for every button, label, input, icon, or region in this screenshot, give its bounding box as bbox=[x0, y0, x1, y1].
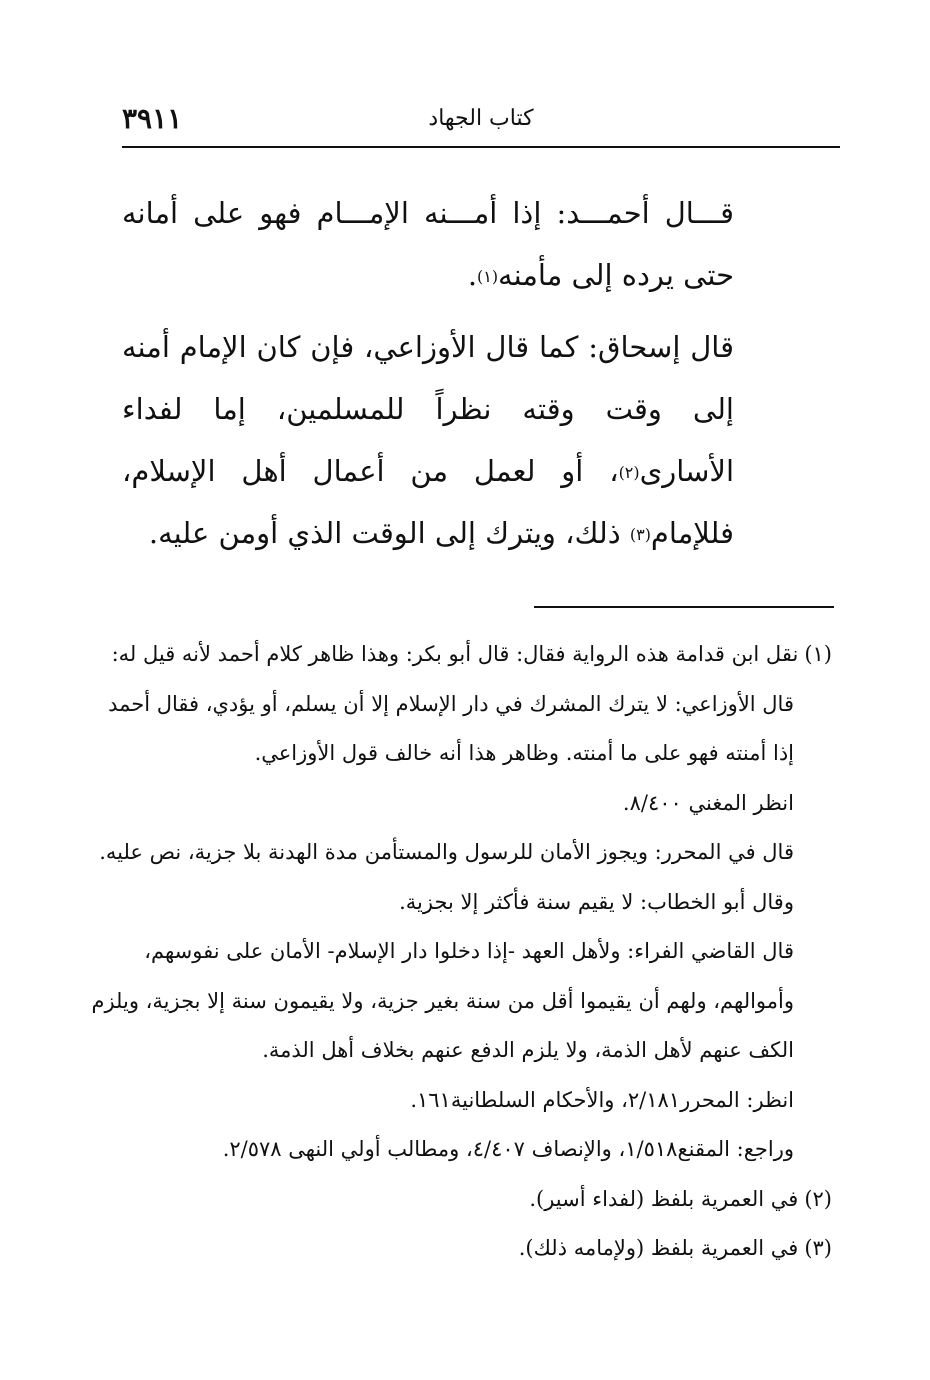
footnote-marker-1: (١) bbox=[477, 266, 499, 286]
footnote-number: (١) bbox=[804, 642, 832, 666]
footnote-1-line bbox=[116, 878, 832, 928]
footnote-text: وقال أبو الخطاب: لا يقيم سنة فأكثر إلا بجزية. bbox=[399, 889, 794, 914]
main-text bbox=[122, 182, 734, 574]
footnote-1-line bbox=[111, 630, 832, 680]
footnote-text: قال في المحرر: ويجوز الأمان للرسول والمستأمن مدة الهدنة بلا جزية، نص عليه. bbox=[99, 840, 794, 864]
running-title: كتاب الجهاد bbox=[428, 106, 534, 131]
footnote-text: وأموالهم، ولهم أن يقيموا أقل من سنة بغير جزية، ولا يقيمون سنة إلا بجزية، ويلزم bbox=[91, 988, 794, 1013]
footnote-marker-2: (٢) bbox=[618, 462, 640, 482]
footnote-1-line bbox=[116, 927, 832, 977]
paragraph-text: ذلك، ويترك إلى الوقت الذي أومن عليه. bbox=[148, 516, 630, 550]
footnote-text: في العمرية بلفظ (لفداء أسير). bbox=[529, 1186, 799, 1211]
footnote-1-line bbox=[116, 729, 832, 779]
footnote-text: وراجع: المقنع١/٥١٨، والإنصاف ٤/٤٠٧، ومطالب أولي النهى ٢/٥٧٨. bbox=[222, 1137, 794, 1161]
footnote-number: (٣) bbox=[804, 1236, 832, 1260]
footnote-text: انظر: المحرر٢/١٨١، والأحكام السلطانية١٦١. bbox=[410, 1087, 794, 1112]
paragraph-ahmad bbox=[122, 182, 734, 306]
page-header bbox=[122, 100, 840, 148]
footnote-marker-3: (٣) bbox=[629, 524, 651, 544]
footnote-1-line bbox=[108, 680, 832, 730]
footnote-text: إذا أمنته فهو على ما أمنته. وظاهر هذا أنه خالف قول الأوزاعي. bbox=[254, 741, 794, 765]
footnote-text: قال الأوزاعي: لا يترك المشرك في دار الإسلام إلا أن يسلم، أو يؤدي، فقال أحمد bbox=[108, 691, 794, 716]
page-number: ٣٩١١ bbox=[122, 102, 183, 135]
footnote-1-line bbox=[116, 1026, 832, 1076]
footnote-3-line bbox=[116, 1224, 832, 1274]
paragraph-text: ، أو لعمل من أعمال أهل الإسلام، فللإمام bbox=[122, 454, 734, 550]
paragraph-ishaq bbox=[122, 316, 734, 564]
footnote-text: قال القاضي الفراء: ولأهل العهد -إذا دخلوا دار الإسلام- الأمان على نفوسهم، bbox=[144, 939, 794, 963]
footnote-1-line bbox=[116, 779, 832, 829]
paragraph-text: قال إسحاق: كما قال الأوزاعي، فإن كان الإمام أمنه إلى وقت وقته نظراً للمسلمين، إما لفداء الأسارى bbox=[122, 330, 734, 488]
paragraph-end: . bbox=[467, 258, 478, 292]
footnotes bbox=[91, 630, 832, 1274]
footnote-1-line bbox=[91, 977, 832, 1027]
footnote-1-line bbox=[99, 828, 832, 878]
footnote-number: (٢) bbox=[804, 1186, 832, 1211]
footnote-text: في العمرية بلفظ (ولإمامه ذلك). bbox=[518, 1236, 799, 1260]
footnote-1-line bbox=[116, 1076, 832, 1126]
footnote-separator bbox=[534, 606, 834, 608]
footnote-text: انظر المغني ٨/٤٠٠. bbox=[622, 790, 794, 815]
paragraph-text: قـــال أحمـــد: إذا أمـــنه الإمـــام فهو على أمانه حتى يرده إلى مأمنه bbox=[122, 196, 734, 292]
footnote-text: نقل ابن قدامة هذه الرواية فقال: قال أبو بكر: وهذا ظاهر كلام أحمد لأنه قيل له: bbox=[111, 642, 799, 666]
footnote-1-line bbox=[116, 1125, 832, 1175]
footnote-text: الكف عنهم لأهل الذمة، ولا يلزم الدفع عنهم بخلاف أهل الذمة. bbox=[262, 1038, 794, 1062]
footnote-2-line bbox=[116, 1175, 832, 1225]
